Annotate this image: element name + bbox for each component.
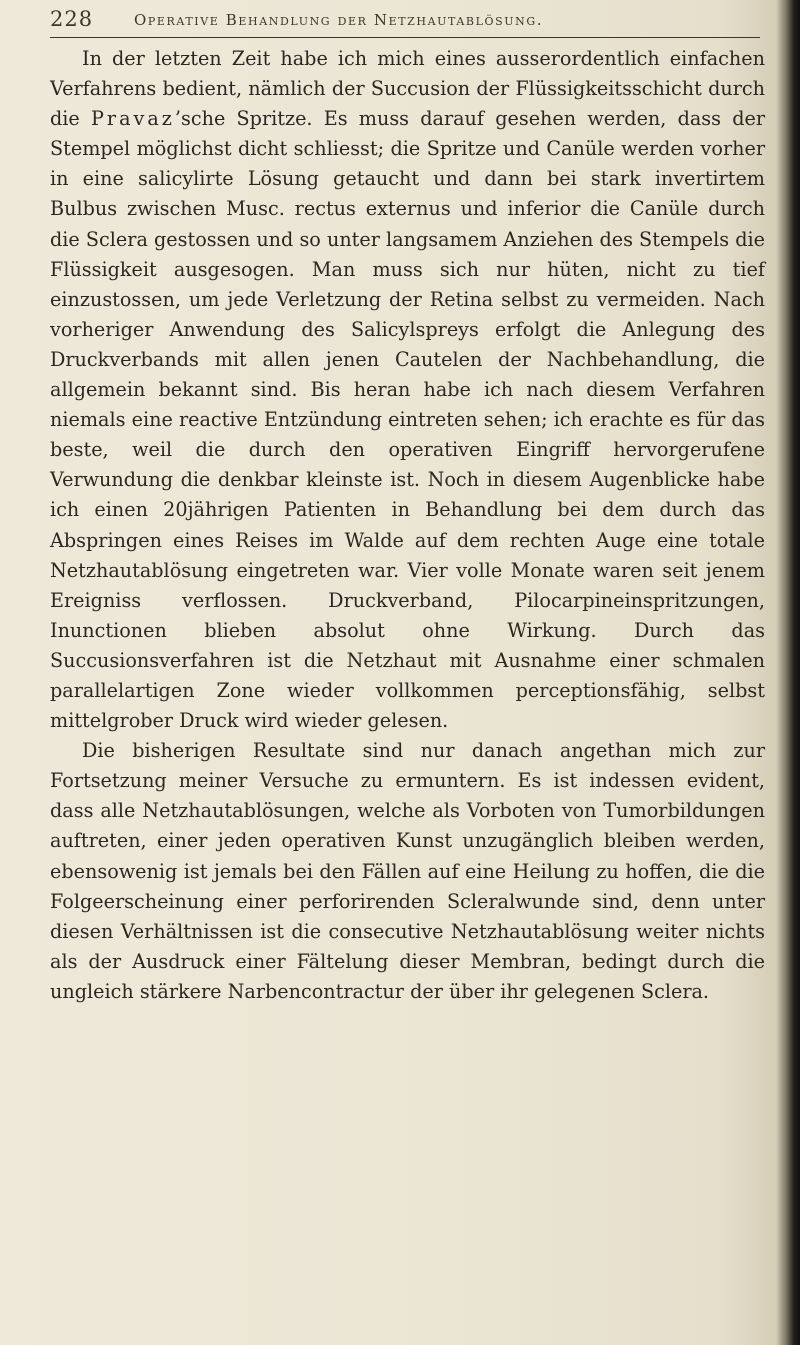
paragraph-2: Die bisherigen Resultate sind nur danach angethan mich zur Fortsetzung meiner Versuche zu ermuntern. Es ist indessen evident, dass alle Netzhautablösungen, welche als Vorboten von Tumorbildungen auftreten, einer jeden operativen Kunst unzugänglich bleiben werden, ebensowenig ist jemals bei den Fällen auf eine Heilung zu hoffen, die die Folgeerscheinung einer perforirenden Scleralwunde sind, denn unter diesen Verhältnissen ist die consecutive Netzhautablösung weiter nichts als der Ausdruck einer Fältelung dieser Membran, bedingt durch die ungleich stärkere Narbencontractur der über ihr gelegenen Sclera. (50, 739, 765, 1003)
running-header (50, 3, 760, 38)
page-edge-shadow (776, 0, 800, 1345)
running-title: Operative Behandlung der Netzhautablösung. (134, 11, 544, 29)
paragraph-1-rest: ’sche Spritze. Es muss darauf gesehen werden, dass der Stempel möglichst dicht schliesst; die Spritze und Canüle werden vorher in eine salicylirte Lösung getaucht und dann bei stark invertirtem Bulbus zwischen Musc. rectus externus und inferior die Canüle durch die Sclera gestossen und so unter langsamem Anziehen des Stempels die Flüssigkeit ausgesogen. Man muss sich nur hüten, nicht zu tief einzustossen, um jede Verletzung der Retina selbst zu vermeiden. Nach vorheriger Anwendung des Salicylspreys erfolgt die Anlegung des Druckverbands mit allen jenen Cautelen der Nachbehandlung, die allgemein bekannt sind. Bis heran habe ich nach diesem Verfahren niemals eine reactive Entzündung eintreten sehen; ich erachte es für das beste, weil die durch den operativen Eingriff hervorgerufene Verwundung die denkbar kleinste ist. Noch in diesem Augenblicke habe ich einen 20jährigen Patienten in Behandlung bei dem durch das Abspringen eines Reises im Walde auf dem rechten Auge eine totale Netzhautablösung eingetreten war. Vier volle Monate waren seit jenem Ereigniss verflossen. Druckverband, Pilocarpineinspritzungen, Inunctionen blieben absolut ohne Wirkung. Durch das Succusionsverfahren ist die Netzhaut mit Ausnahme einer schmalen parallelartigen Zone wieder vollkommen perceptionsfähig, selbst mittelgrober Druck wird wieder gelesen. (50, 107, 766, 733)
paragraph-1-start: In der letzten Zeit habe ich mich eines ausserordentlich einfachen Verfahrens bedient, nämlich der Succusion der Flüssigkeitsschicht durch die (50, 47, 765, 131)
author-name-pravaz: Pravaz (90, 107, 175, 131)
paragraph-1 (50, 44, 765, 736)
body-text (50, 44, 765, 1007)
page-number: 228 (50, 7, 94, 31)
